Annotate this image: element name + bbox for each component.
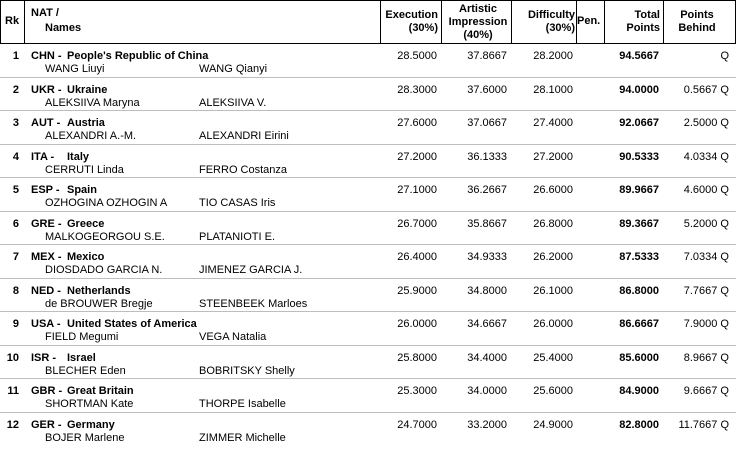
total-points: 94.5667 (619, 50, 659, 62)
difficulty-score: 25.4000 (533, 351, 573, 364)
table-row (0, 279, 736, 313)
rank-cell: 8 (12, 284, 19, 297)
header-artistic-label: Artistic (459, 3, 497, 15)
nat-code: GER - (31, 418, 62, 431)
execution-score: 27.1000 (397, 184, 437, 196)
header-divider-execution (380, 0, 381, 44)
points-behind: 7.7667 Q (683, 284, 729, 297)
nat-code: GBR - (31, 385, 63, 397)
country-name: Israel (67, 351, 96, 364)
rank-cell: 12 (6, 418, 19, 431)
country-name: Germany (67, 418, 115, 431)
total-points: 85.6000 (619, 351, 659, 364)
table-row (0, 212, 736, 246)
rank-cell: 6 (12, 217, 19, 230)
artistic-score: 33.2000 (467, 418, 507, 431)
total-points: 87.5333 (619, 251, 659, 263)
header-difficulty (512, 9, 575, 35)
execution-score: 26.4000 (397, 251, 437, 263)
points-behind: 0.5667 Q (683, 83, 729, 96)
table-row (0, 312, 736, 346)
header-points-behind (664, 9, 730, 35)
rank-cell: 4 (12, 150, 19, 163)
nat-code: MEX - (31, 251, 62, 263)
country-name: Spain (67, 184, 97, 196)
country-name: Greece (67, 217, 105, 230)
artistic-score: 34.6667 (467, 318, 507, 330)
header-total-points-label: Points (626, 22, 660, 34)
nat-code: NED - (31, 284, 61, 297)
header-left-border (0, 0, 1, 44)
nat-code: GRE - (31, 217, 62, 230)
total-points: 90.5333 (619, 150, 659, 163)
header-top-border (0, 0, 736, 1)
athlete-name-1: WANG Liuyi (45, 63, 105, 75)
difficulty-score: 24.9000 (533, 418, 573, 431)
country-name: United States of America (67, 318, 197, 330)
difficulty-score: 27.4000 (533, 117, 573, 129)
total-points: 86.8000 (619, 284, 659, 297)
artistic-score: 37.6000 (467, 83, 507, 96)
rank-cell: 2 (12, 83, 19, 96)
header-difficulty-pct: (30%) (545, 22, 575, 34)
points-behind: 4.0334 Q (683, 150, 729, 163)
difficulty-score: 28.1000 (533, 83, 573, 96)
header-points-label: Points (680, 9, 714, 21)
header-divider-behind (663, 0, 664, 44)
execution-score: 28.5000 (397, 50, 437, 62)
header-execution-label: Execution (385, 9, 438, 21)
artistic-score: 36.2667 (467, 184, 507, 196)
difficulty-score: 26.6000 (533, 184, 573, 196)
table-row (0, 44, 736, 78)
nat-code: AUT - (31, 117, 61, 129)
rank-cell: 3 (12, 117, 19, 129)
header-divider-artistic (441, 0, 442, 44)
country-name: People's Republic of China (67, 50, 209, 62)
total-points: 84.9000 (619, 385, 659, 397)
athlete-name-1: DIOSDADO GARCIA N. (45, 264, 163, 276)
points-behind: 8.9667 Q (683, 351, 729, 364)
execution-score: 26.0000 (397, 318, 437, 330)
athlete-name-1: CERRUTI Linda (45, 163, 124, 176)
artistic-score: 34.8000 (467, 284, 507, 297)
athlete-name-2: ZIMMER Michelle (199, 431, 286, 444)
artistic-score: 37.8667 (467, 50, 507, 62)
artistic-score: 35.8667 (467, 217, 507, 230)
country-name: Ukraine (67, 83, 108, 96)
table-row (0, 178, 736, 212)
country-name: Mexico (67, 251, 105, 263)
difficulty-score: 25.6000 (533, 385, 573, 397)
header-divider-rk (24, 0, 25, 44)
table-row (0, 111, 736, 145)
total-points: 86.6667 (619, 318, 659, 330)
nat-code: USA - (31, 318, 61, 330)
difficulty-score: 26.8000 (533, 217, 573, 230)
rank-cell: 1 (12, 50, 19, 62)
athlete-name-1: de BROUWER Bregje (45, 297, 153, 310)
nat-code: ITA - (31, 150, 55, 163)
header-behind-label: Behind (678, 22, 716, 34)
total-points: 82.8000 (619, 418, 659, 431)
points-behind: Q (720, 50, 729, 62)
header-artistic (443, 3, 513, 42)
artistic-score: 34.9333 (467, 251, 507, 263)
header-nat: NAT / (31, 7, 59, 19)
header-pen: Pen. (577, 15, 601, 27)
header-rk: Rk (5, 15, 20, 27)
athlete-name-1: SHORTMAN Kate (45, 398, 134, 410)
nat-code: ISR - (31, 351, 57, 364)
athlete-name-1: ALEXANDRI A.-M. (45, 130, 137, 142)
athlete-name-1: BLECHER Eden (45, 364, 126, 377)
total-points: 89.9667 (619, 184, 659, 196)
table-row (0, 145, 736, 179)
table-row (0, 379, 736, 413)
execution-score: 27.2000 (397, 150, 437, 163)
points-behind: 2.5000 Q (683, 117, 729, 129)
execution-score: 24.7000 (397, 418, 437, 431)
total-points: 92.0667 (619, 117, 659, 129)
rank-cell: 10 (6, 351, 19, 364)
nat-code: UKR - (31, 83, 62, 96)
points-behind: 5.2000 Q (683, 217, 729, 230)
execution-score: 25.8000 (397, 351, 437, 364)
athlete-name-2: ALEXANDRI Eirini (199, 130, 289, 142)
points-behind: 11.7667 Q (678, 418, 729, 431)
athlete-name-2: JIMENEZ GARCIA J. (199, 264, 303, 276)
header-divider-total (604, 0, 605, 44)
points-behind: 9.6667 Q (683, 385, 729, 397)
athlete-name-1: MALKOGEORGOU S.E. (45, 230, 165, 243)
athlete-name-2: THORPE Isabelle (199, 398, 286, 410)
athlete-name-2: BOBRITSKY Shelly (199, 364, 295, 377)
header-total-label: Total (634, 9, 660, 21)
header-artistic-pct: (40%) (463, 29, 493, 41)
execution-score: 25.3000 (397, 385, 437, 397)
nat-code: CHN - (31, 50, 62, 62)
country-name: Great Britain (67, 385, 134, 397)
difficulty-score: 26.0000 (533, 318, 573, 330)
header-divider-difficulty (511, 0, 512, 44)
country-name: Italy (67, 150, 90, 163)
header-names: Names (45, 22, 82, 34)
difficulty-score: 27.2000 (533, 150, 573, 163)
rank-cell: 5 (12, 184, 19, 196)
header-divider-pen (576, 0, 577, 44)
athlete-name-1: ALEKSIIVA Maryna (45, 96, 140, 109)
header-execution-pct: (30%) (408, 22, 438, 34)
table-row (0, 245, 736, 279)
header-execution (380, 9, 438, 35)
athlete-name-2: VEGA Natalia (199, 331, 267, 343)
country-name: Netherlands (67, 284, 131, 297)
points-behind: 4.6000 Q (683, 184, 729, 196)
execution-score: 27.6000 (397, 117, 437, 129)
athlete-name-2: TIO CASAS Iris (199, 197, 276, 209)
artistic-score: 34.4000 (467, 351, 507, 364)
athlete-name-2: FERRO Costanza (199, 163, 288, 176)
athlete-name-2: PLATANIOTI E. (199, 230, 275, 243)
country-name: Austria (67, 117, 105, 129)
athlete-name-2: WANG Qianyi (199, 63, 268, 75)
difficulty-score: 28.2000 (533, 50, 573, 62)
rank-cell: 11 (7, 385, 19, 397)
total-points: 89.3667 (619, 217, 659, 230)
header-impression-label: Impression (448, 16, 508, 28)
artistic-score: 37.0667 (467, 117, 507, 129)
artistic-score: 34.0000 (467, 385, 507, 397)
difficulty-score: 26.2000 (533, 251, 573, 263)
rank-cell: 9 (12, 318, 19, 330)
table-header (0, 0, 736, 44)
points-behind: 7.0334 Q (683, 251, 729, 263)
athlete-name-2: STEENBEEK Marloes (199, 297, 308, 310)
difficulty-score: 26.1000 (533, 284, 573, 297)
nat-code: ESP - (31, 184, 60, 196)
athlete-name-1: OZHOGINA OZHOGIN A (45, 197, 168, 209)
table-row (0, 346, 736, 380)
athlete-name-1: FIELD Megumi (45, 331, 119, 343)
artistic-score: 36.1333 (467, 150, 507, 163)
execution-score: 26.7000 (397, 217, 437, 230)
athlete-name-1: BOJER Marlene (45, 431, 125, 444)
rank-cell: 7 (12, 251, 19, 263)
table-row (0, 78, 736, 112)
total-points: 94.0000 (619, 83, 659, 96)
execution-score: 28.3000 (397, 83, 437, 96)
table-row (0, 413, 736, 447)
execution-score: 25.9000 (397, 284, 437, 297)
athlete-name-2: ALEKSIIVA V. (199, 96, 267, 109)
header-total (605, 9, 660, 35)
points-behind: 7.9000 Q (683, 318, 729, 330)
header-difficulty-label: Difficulty (527, 9, 575, 21)
